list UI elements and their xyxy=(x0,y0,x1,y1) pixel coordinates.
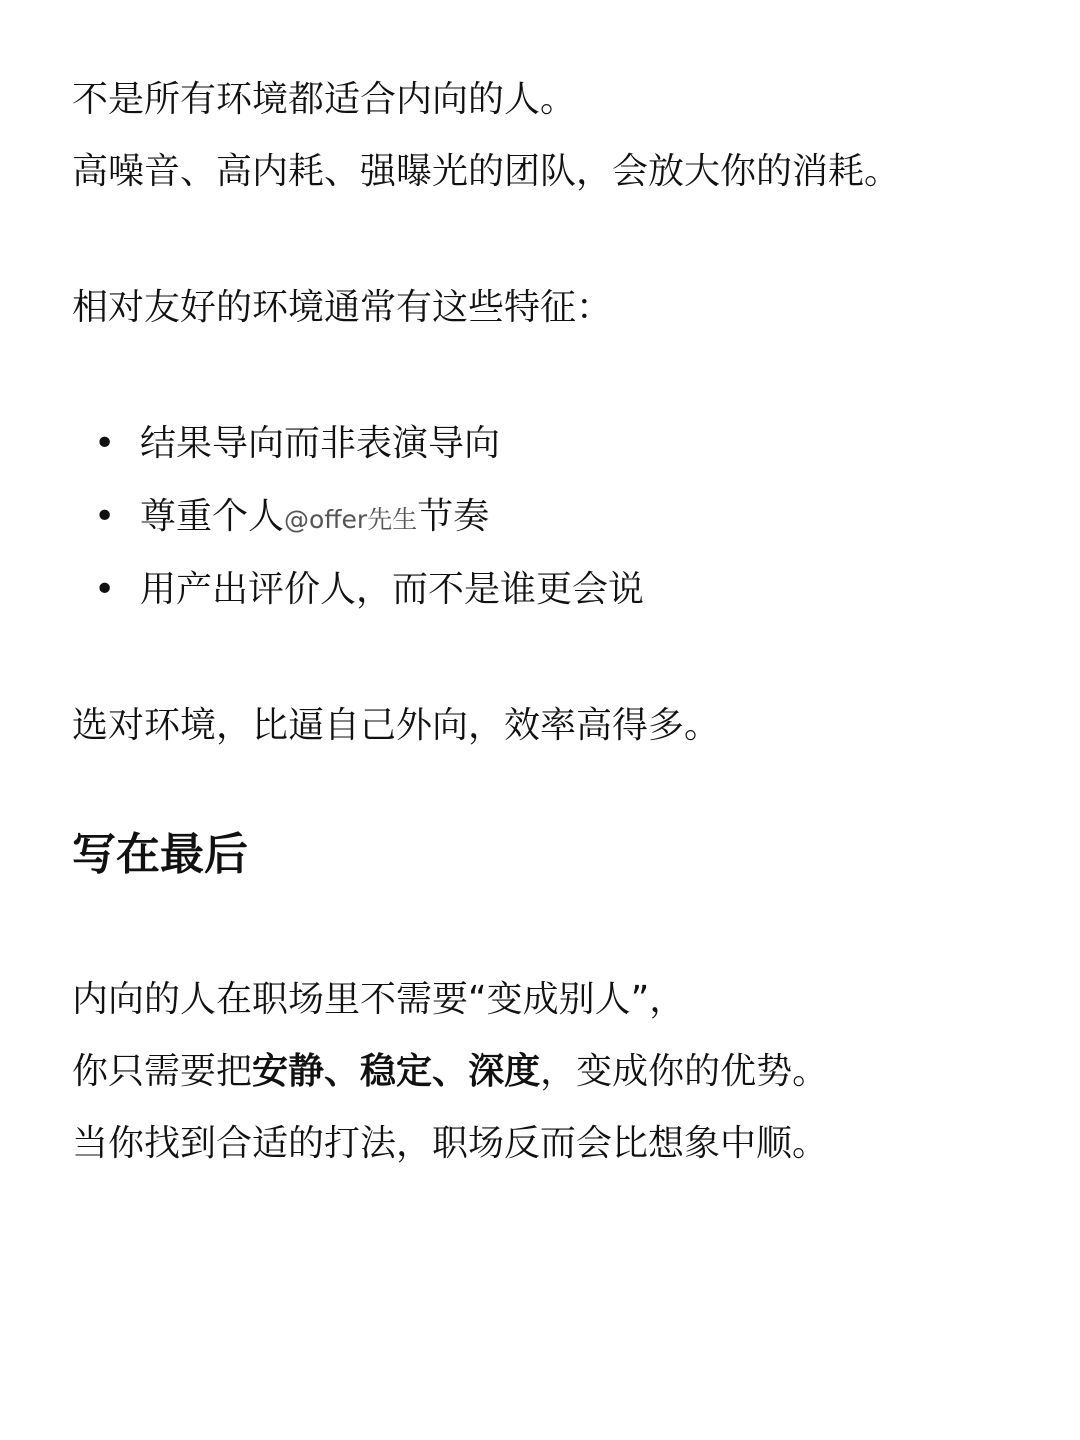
list-item-text-tail: 节奏 xyxy=(417,496,490,537)
bullet-icon: • xyxy=(94,496,116,537)
list-item-text xyxy=(140,495,489,542)
keyword-separator: 、 xyxy=(432,1051,469,1092)
list-item-text: 用产出评价人，而不是谁更会说 xyxy=(140,569,645,610)
final-line-2-prefix: 你只需要把 xyxy=(72,1051,253,1092)
intro-line-1: 不是所有环境都适合内向的人。 xyxy=(72,79,577,120)
watermark: @offer先生 xyxy=(284,505,418,534)
final-line-3: 当你找到合适的打法，职场反而会比想象中顺。 xyxy=(72,1123,829,1164)
intro-line-2: 高噪音、高内耗、强曝光的团队，会放大你的消耗。 xyxy=(72,151,901,192)
conclusion-line: 选对环境，比逼自己外向，效率高得多。 xyxy=(72,705,721,746)
list-item-text: 结果导向而非表演导向 xyxy=(140,423,501,464)
section-heading: 写在最后 xyxy=(72,829,248,880)
final-line-2-suffix: ，变成你的优势。 xyxy=(540,1051,829,1092)
keyword-separator: 、 xyxy=(324,1051,361,1092)
keyword-stable: 稳定 xyxy=(360,1051,433,1092)
bullet-icon: • xyxy=(94,423,116,464)
final-line-2 xyxy=(72,1050,828,1094)
keyword-depth: 深度 xyxy=(468,1051,541,1092)
keyword-quiet: 安静 xyxy=(252,1051,325,1092)
list-item-text-head: 尊重个人 xyxy=(140,496,285,537)
intro-line-3: 相对友好的环境通常有这些特征： xyxy=(72,287,613,328)
final-line-1: 内向的人在职场里不需要“变成别人”， xyxy=(72,979,686,1020)
bullet-icon: • xyxy=(94,569,116,610)
